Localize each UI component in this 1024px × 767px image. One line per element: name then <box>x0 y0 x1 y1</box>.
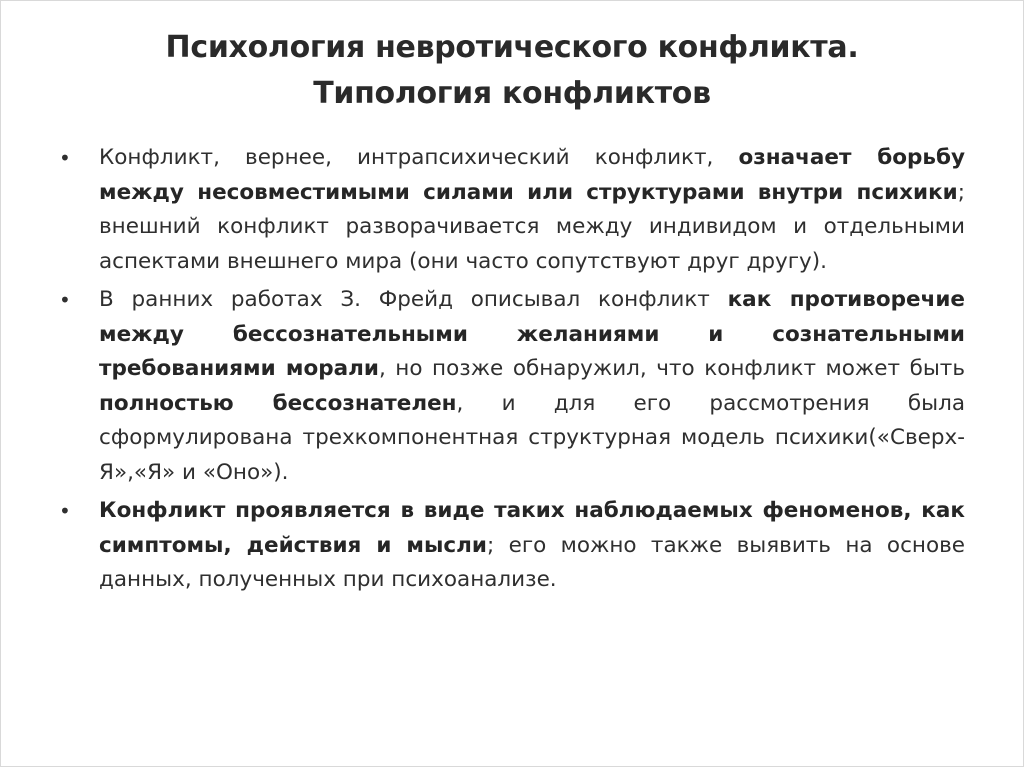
bullet-text-regular: ; его можно также выявить на основе данных, полученных при психоанализе. <box>99 532 966 592</box>
bullet-text-regular: В ранних работах З. Фрейд описывал конфликт <box>99 287 728 312</box>
bullet-text-bold: означает борьбу между несовместимыми силами или структурами внутри психики <box>99 145 966 205</box>
bullet-item <box>59 494 965 598</box>
bullet-marker: • <box>59 288 71 312</box>
bullet-text-bold: как противоречие между бессознательными желаниями и сознательными требованиями морали <box>99 287 965 381</box>
bullet-list <box>59 141 965 602</box>
bullet-marker: • <box>59 146 71 170</box>
slide-title-line-2: Типология конфликтов <box>313 76 711 111</box>
bullet-text-regular: Конфликт, вернее, интрапсихический конфликт, <box>99 145 739 170</box>
slide-title-line-1: Психология невротического конфликта. <box>165 30 859 65</box>
bullet-text-regular: , и для его рассмотрения была сформулирована трехкомпонентная структурная модель психики(«Сверх-Я»,«Я» и «Оно»). <box>99 390 965 485</box>
bullet-text <box>99 283 965 490</box>
slide-title <box>61 25 963 117</box>
bullet-text-bold: полностью бессознателен <box>99 390 457 416</box>
bullet-item <box>59 283 965 490</box>
bullet-item <box>59 141 965 279</box>
bullet-text-bold: Конфликт проявляется в виде таких наблюдаемых феноменов, как симптомы, действия и мысли <box>99 498 965 558</box>
bullet-marker: • <box>59 499 71 523</box>
bullet-text-regular: ; внешний конфликт разворачивается между индивидом и отдельными аспектами внешнего мира (они часто сопутствуют друг другу). <box>99 179 965 274</box>
bullet-text <box>99 494 965 598</box>
bullet-text <box>99 141 965 279</box>
bullet-text-regular: , но позже обнаружил, что конфликт может быть <box>378 356 965 381</box>
